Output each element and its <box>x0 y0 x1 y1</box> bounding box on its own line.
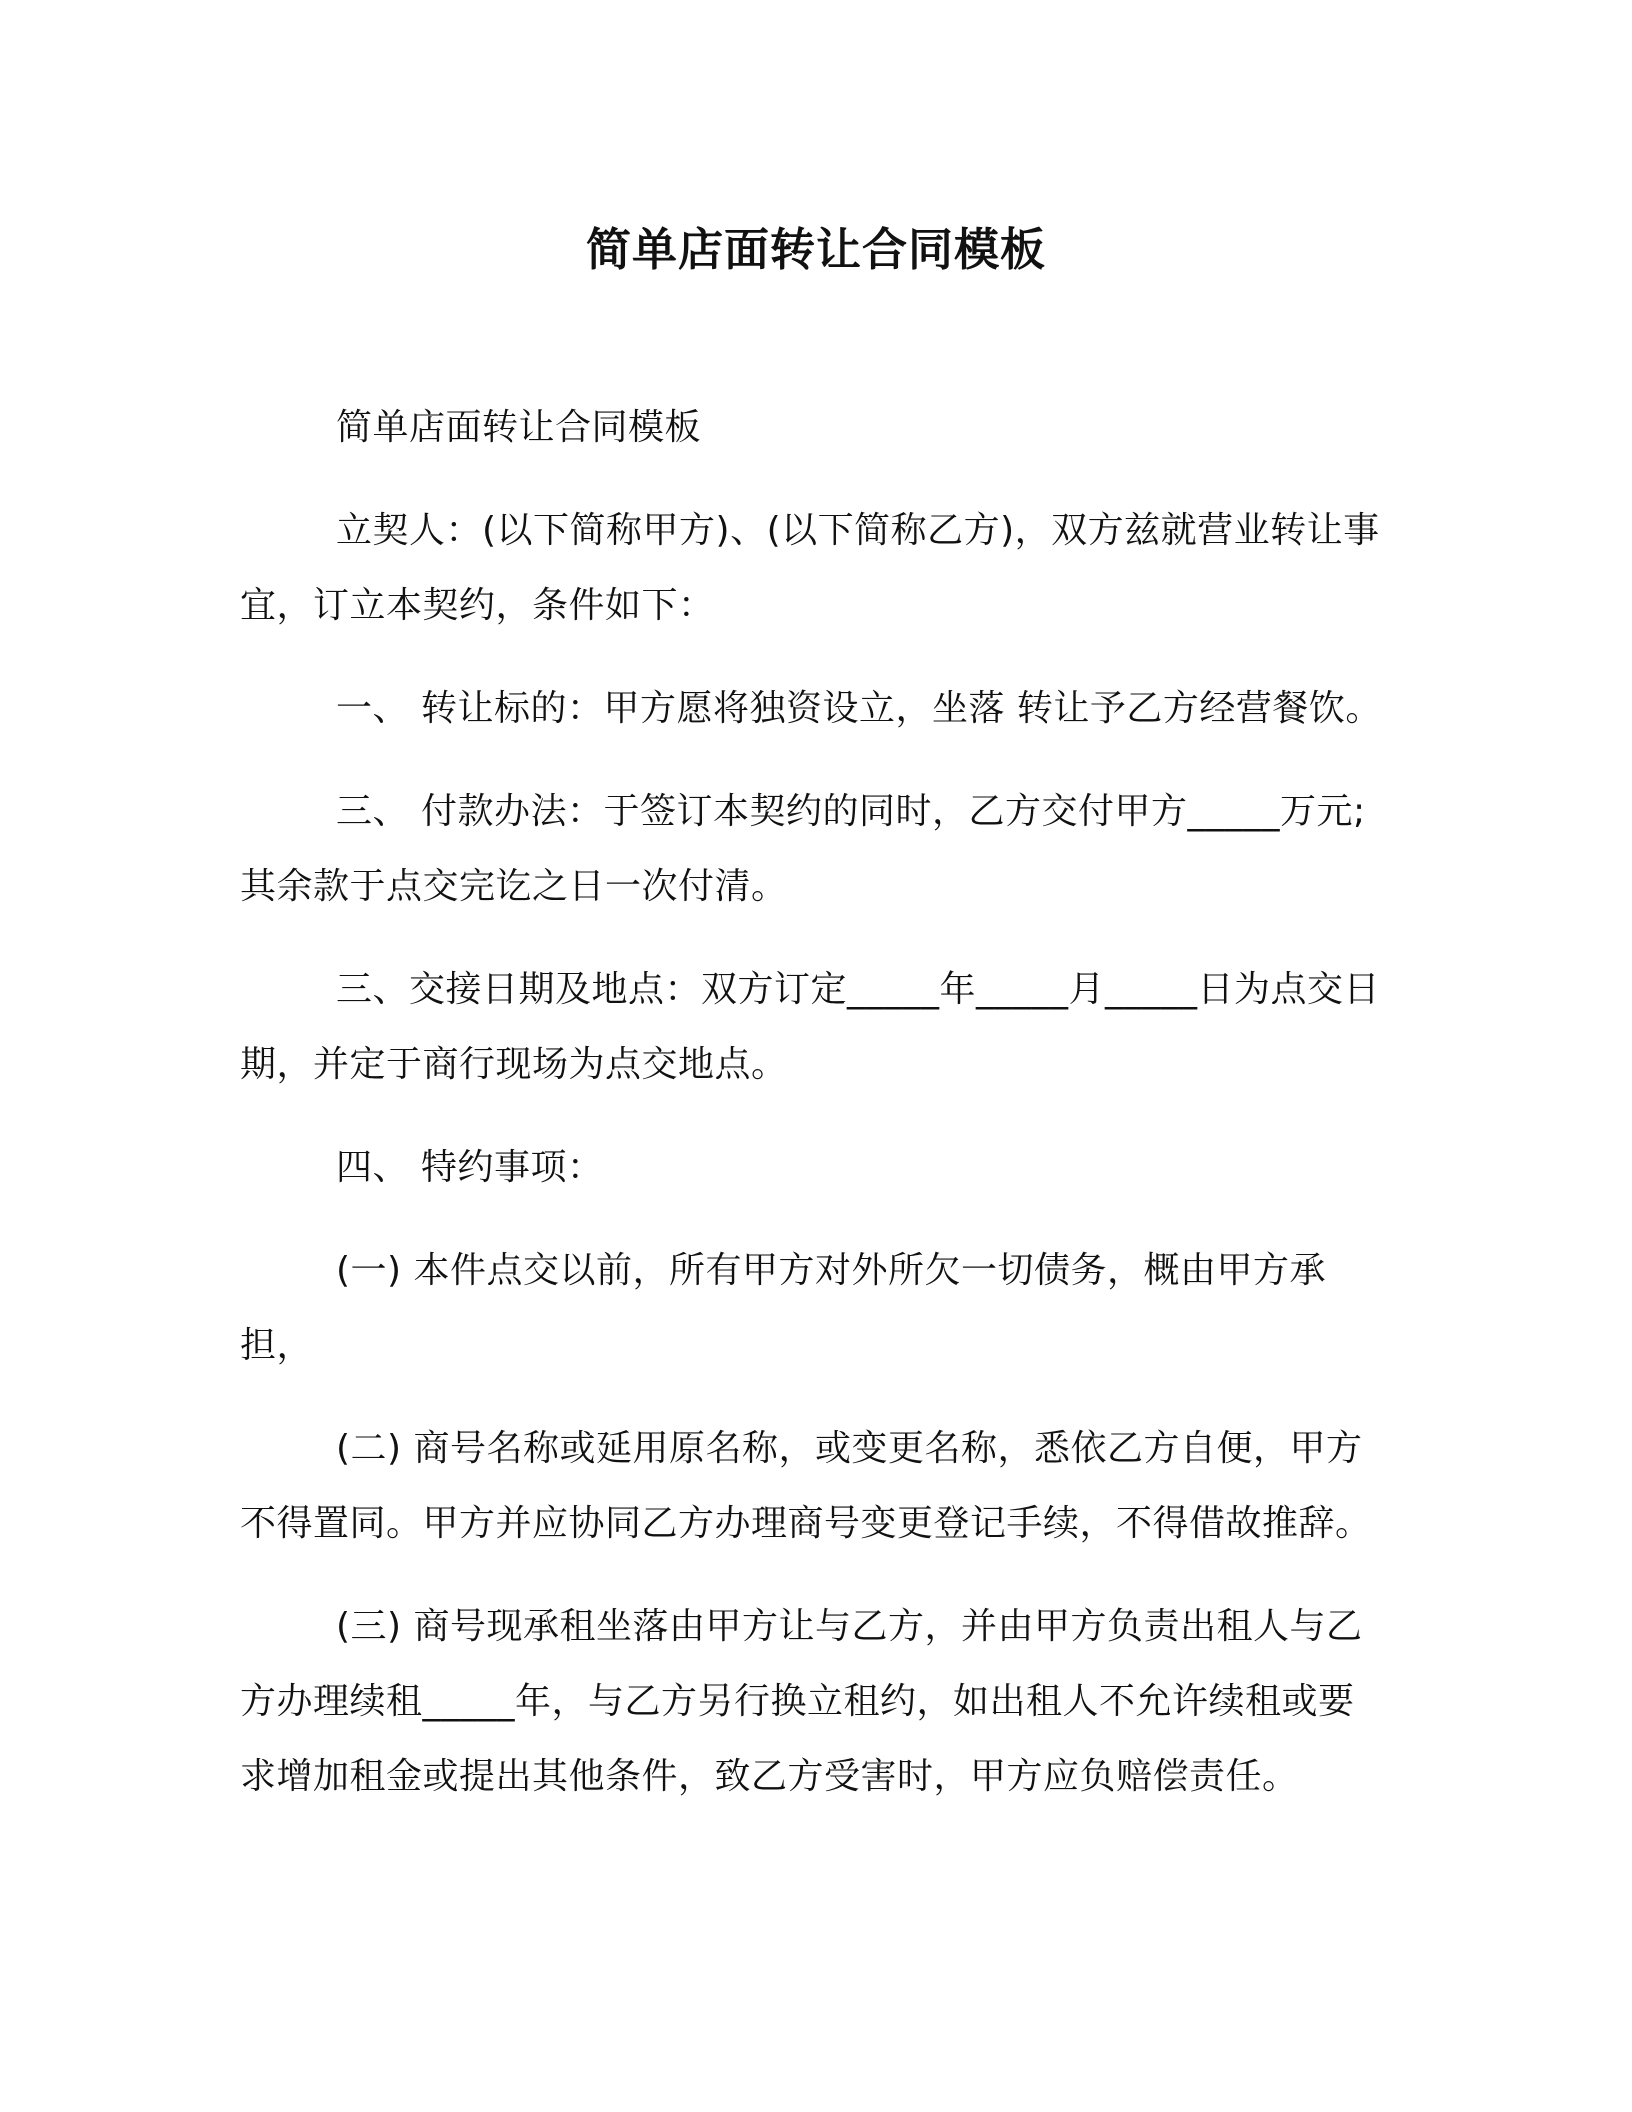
document-body <box>240 390 1390 1842</box>
document-title: 简单店面转让合同模板 <box>585 223 1046 276</box>
paragraph-term-3: (三) 商号现承租坐落由甲方让与乙方，并由甲方负责出租人与乙方办理续租_____年，与乙方另行换立租约，如出租人不允许续租或要求增加租金或提出其他条件，致乙方受害时，甲方应负赔偿责任。 <box>240 1606 1363 1797</box>
paragraph-handover-date: 三、交接日期及地点：双方订定_____年_____月_____日为点交日期，并定于商行现场为点交地点。 <box>240 969 1381 1085</box>
paragraph-special-terms-heading: 四、 特约事项： <box>336 1147 604 1188</box>
paragraph-term-1: (一) 本件点交以前，所有甲方对外所欠一切债务，概由甲方承担， <box>240 1250 1327 1366</box>
paragraph-subtitle: 简单店面转让合同模板 <box>336 407 702 448</box>
paragraph-payment: 三、 付款办法：于签订本契约的同时，乙方交付甲方_____万元;其余款于点交完讫之日一次付清。 <box>240 791 1366 907</box>
paragraph-term-2: (二) 商号名称或延用原名称，或变更名称，悉依乙方自便，甲方不得置同。甲方并应协同乙方办理商号变更登记手续，不得借故推辞。 <box>240 1428 1372 1544</box>
paragraph-subject: 一、 转让标的：甲方愿将独资设立，坐落 转让予乙方经营餐饮。 <box>336 688 1382 729</box>
paragraph-parties: 立契人：(以下简称甲方)、(以下简称乙方)，双方兹就营业转让事宜，订立本契约，条件如下： <box>240 510 1380 626</box>
